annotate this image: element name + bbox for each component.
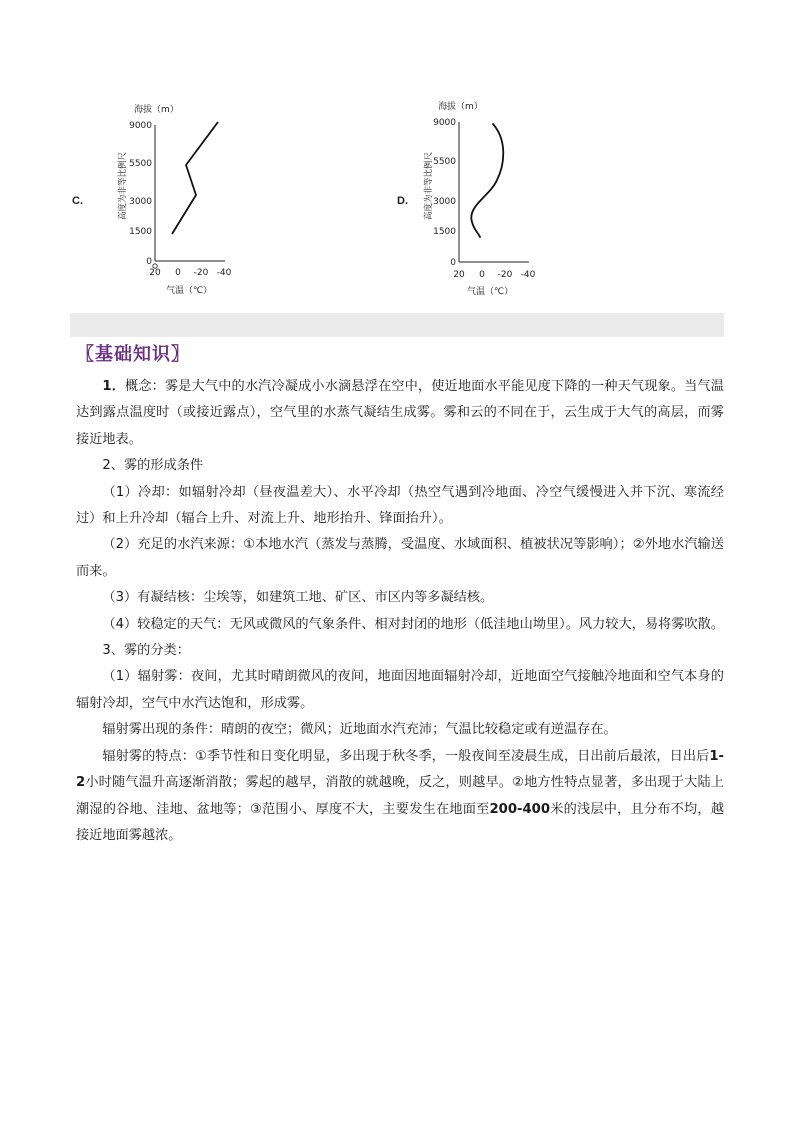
y-tick-label: 0: [146, 257, 152, 267]
x-axis-title: 气温（℃）: [166, 286, 213, 296]
section-divider-bar: [70, 313, 724, 337]
y-tick-label: 3000: [433, 197, 456, 207]
y-axis-title: 海拔（m）: [438, 102, 483, 112]
paragraph-concept: 1．概念：雾是大气中的水汽冷凝成小水滴悬浮在空中，使近地面水平能见度下降的一种天气现象。当气温达到露点温度时（或接近露点），空气里的水蒸气凝结生成雾。雾和云的不同在于，云生成于大气的高层，而雾接近地表。: [76, 379, 724, 447]
y-side-label: 高度为非等比例尺: [118, 151, 128, 220]
x-tick-label: 0: [175, 268, 181, 278]
y-side-label: 高度为非等比例尺: [424, 151, 434, 220]
x-tick-label: -20: [193, 268, 209, 278]
y-tick-label: 5500: [129, 159, 152, 169]
x-tick-label: -40: [216, 268, 232, 278]
paragraph-radiation-fog-features: 辐射雾的特点：①季节性和日变化明显，多出现于秋冬季，一般夜间至凌晨生成，日出前后最浓，日出后1-2小时随气温升高逐渐消散；雾起的越早，消散的就越晚，反之，则越早。②地方性特点显著，多出现于大陆上潮湿的谷地、洼地、盆地等；③范围小、厚度不大，主要发生在地面至200-400米的浅层中，且分布不均，越接近地面雾越浓。: [76, 748, 725, 843]
option-d-label: D.: [397, 195, 408, 207]
chart-c: [100, 95, 250, 300]
paragraph-water-vapor: （2）充足的水汽来源：①本地水汽（蒸发与蒸腾，受温度、水域面积、植被状况等影响）；②外地水汽输送而来。: [76, 537, 724, 579]
x-tick-label: 20: [149, 268, 161, 278]
chart-d: [405, 92, 555, 302]
temperature-curve: [172, 122, 218, 234]
x-tick-label: 0: [479, 270, 485, 280]
y-tick-label: 0: [450, 258, 456, 268]
paragraph-condensation-nuclei: （3）有凝结核：尘埃等，如建筑工地、矿区、市区内等多凝结核。: [102, 590, 494, 606]
paragraph-stable-weather: （4）较稳定的天气：无风或微风的气象条件、相对封闭的地形（低洼地山坳里）。风力较大，易将雾吹散。: [102, 616, 724, 632]
x-axis-title: 气温（℃）: [467, 287, 514, 297]
paragraph-radiation-fog-conditions: 辐射雾出现的条件：晴朗的夜空；微风；近地面水汽充沛；气温比较稳定或有逆温存在。: [102, 722, 617, 738]
section-title: 〖基础知识〗: [76, 344, 190, 365]
paragraph-cooling: （1）冷却：如辐射冷却（昼夜温差大）、水平冷却（热空气遇到冷地面、冷空气缓慢进入并下沉、寒流经过）和上升冷却（辐合上升、对流上升、地形抬升、锋面抬升）。: [76, 484, 724, 527]
y-tick-label: 3000: [129, 197, 152, 207]
y-tick-label: 9000: [433, 118, 456, 128]
y-tick-label: 1500: [129, 227, 152, 237]
y-axis-title: 海拔（m）: [134, 105, 179, 115]
paragraph-radiation-fog: （1）辐射雾：夜间，尤其时晴朗微风的夜间，地面因地面辐射冷却，近地面空气接触冷地面和空气本身的辐射冷却，空气中水汽达饱和，形成雾。: [76, 669, 724, 711]
x-tick-label: -20: [497, 270, 513, 280]
paragraph-number: 1．: [102, 379, 126, 394]
knowledge-content: [76, 374, 724, 849]
heading-formation-conditions: 2、雾的形成条件: [102, 458, 204, 474]
x-tick-label: -40: [520, 270, 536, 280]
temperature-curve: [471, 124, 503, 237]
option-c-label: C.: [72, 195, 83, 207]
y-tick-label: 1500: [433, 227, 456, 237]
heading-fog-classification: 3、雾的分类：: [102, 643, 190, 659]
y-tick-label: 9000: [129, 121, 152, 131]
y-tick-label: 5500: [433, 157, 456, 167]
x-tick-label: 20: [453, 270, 465, 280]
